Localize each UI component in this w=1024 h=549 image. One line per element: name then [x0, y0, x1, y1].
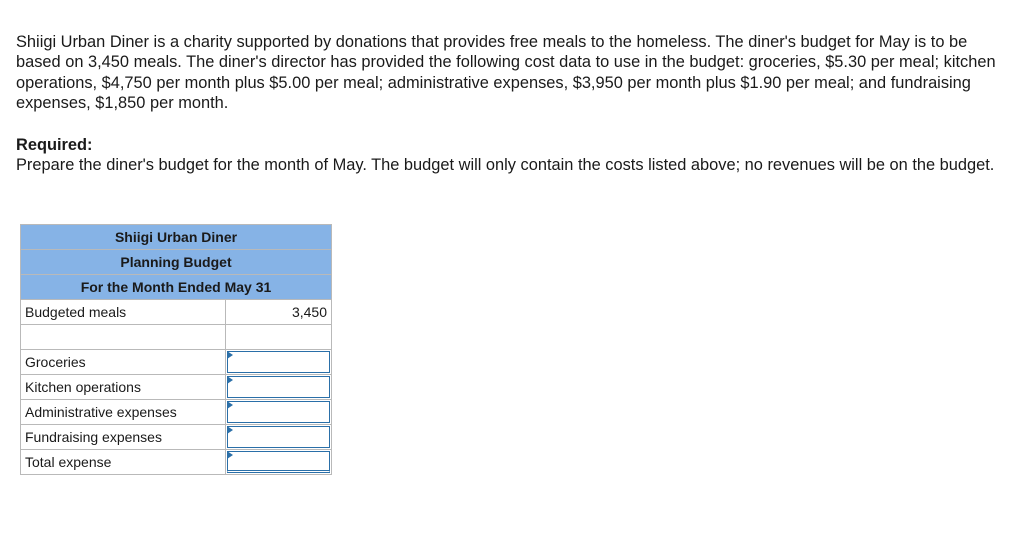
groceries-input[interactable] — [227, 351, 330, 373]
table-row — [21, 400, 332, 425]
kitchen-operations-input[interactable] — [227, 376, 330, 398]
total-expense-input-cell[interactable] — [226, 450, 332, 475]
budget-period: For the Month Ended May 31 — [21, 275, 332, 300]
budgeted-meals-label: Budgeted meals — [21, 300, 226, 325]
blank-row-value — [226, 325, 332, 350]
kitchen-operations-input-cell[interactable] — [226, 375, 332, 400]
budget-subtitle: Planning Budget — [21, 250, 332, 275]
fundraising-expenses-label: Fundraising expenses — [21, 425, 226, 450]
total-expense-label: Total expense — [21, 450, 226, 475]
fundraising-expenses-input[interactable] — [227, 426, 330, 448]
table-row — [21, 350, 332, 375]
administrative-expenses-label: Administrative expenses — [21, 400, 226, 425]
blank-row-label — [21, 325, 226, 350]
planning-budget-table — [20, 224, 332, 475]
fundraising-expenses-input-cell[interactable] — [226, 425, 332, 450]
required-text: Prepare the diner's budget for the month of May. The budget will only contain the costs listed above; no revenues will be on the budget. — [16, 156, 995, 175]
groceries-input-cell[interactable] — [226, 350, 332, 375]
problem-statement — [16, 32, 1006, 114]
total-expense-input[interactable] — [227, 451, 330, 473]
kitchen-operations-label: Kitchen operations — [21, 375, 226, 400]
required-section — [16, 135, 1006, 176]
administrative-expenses-input[interactable] — [227, 401, 330, 423]
administrative-expenses-input-cell[interactable] — [226, 400, 332, 425]
budgeted-meals-value: 3,450 — [226, 300, 332, 325]
table-row — [21, 450, 332, 475]
required-label: Required: — [16, 136, 93, 154]
table-row — [21, 375, 332, 400]
budget-title: Shiigi Urban Diner — [21, 225, 332, 250]
groceries-label: Groceries — [21, 350, 226, 375]
problem-text: Shiigi Urban Diner is a charity supported by donations that provides free meals to the homeless. The diner's budget for May is to be based on 3,450 meals. The diner's director has provided the following cost data to use in the budget: groceries, $5.30 per meal; kitchen operations, $4,750 per month plus $5.00 per meal; administrative expenses, $3,950 per month plus $1.90 per meal; and fundraising expenses, $1,850 per month. — [16, 33, 996, 113]
table-row — [21, 425, 332, 450]
